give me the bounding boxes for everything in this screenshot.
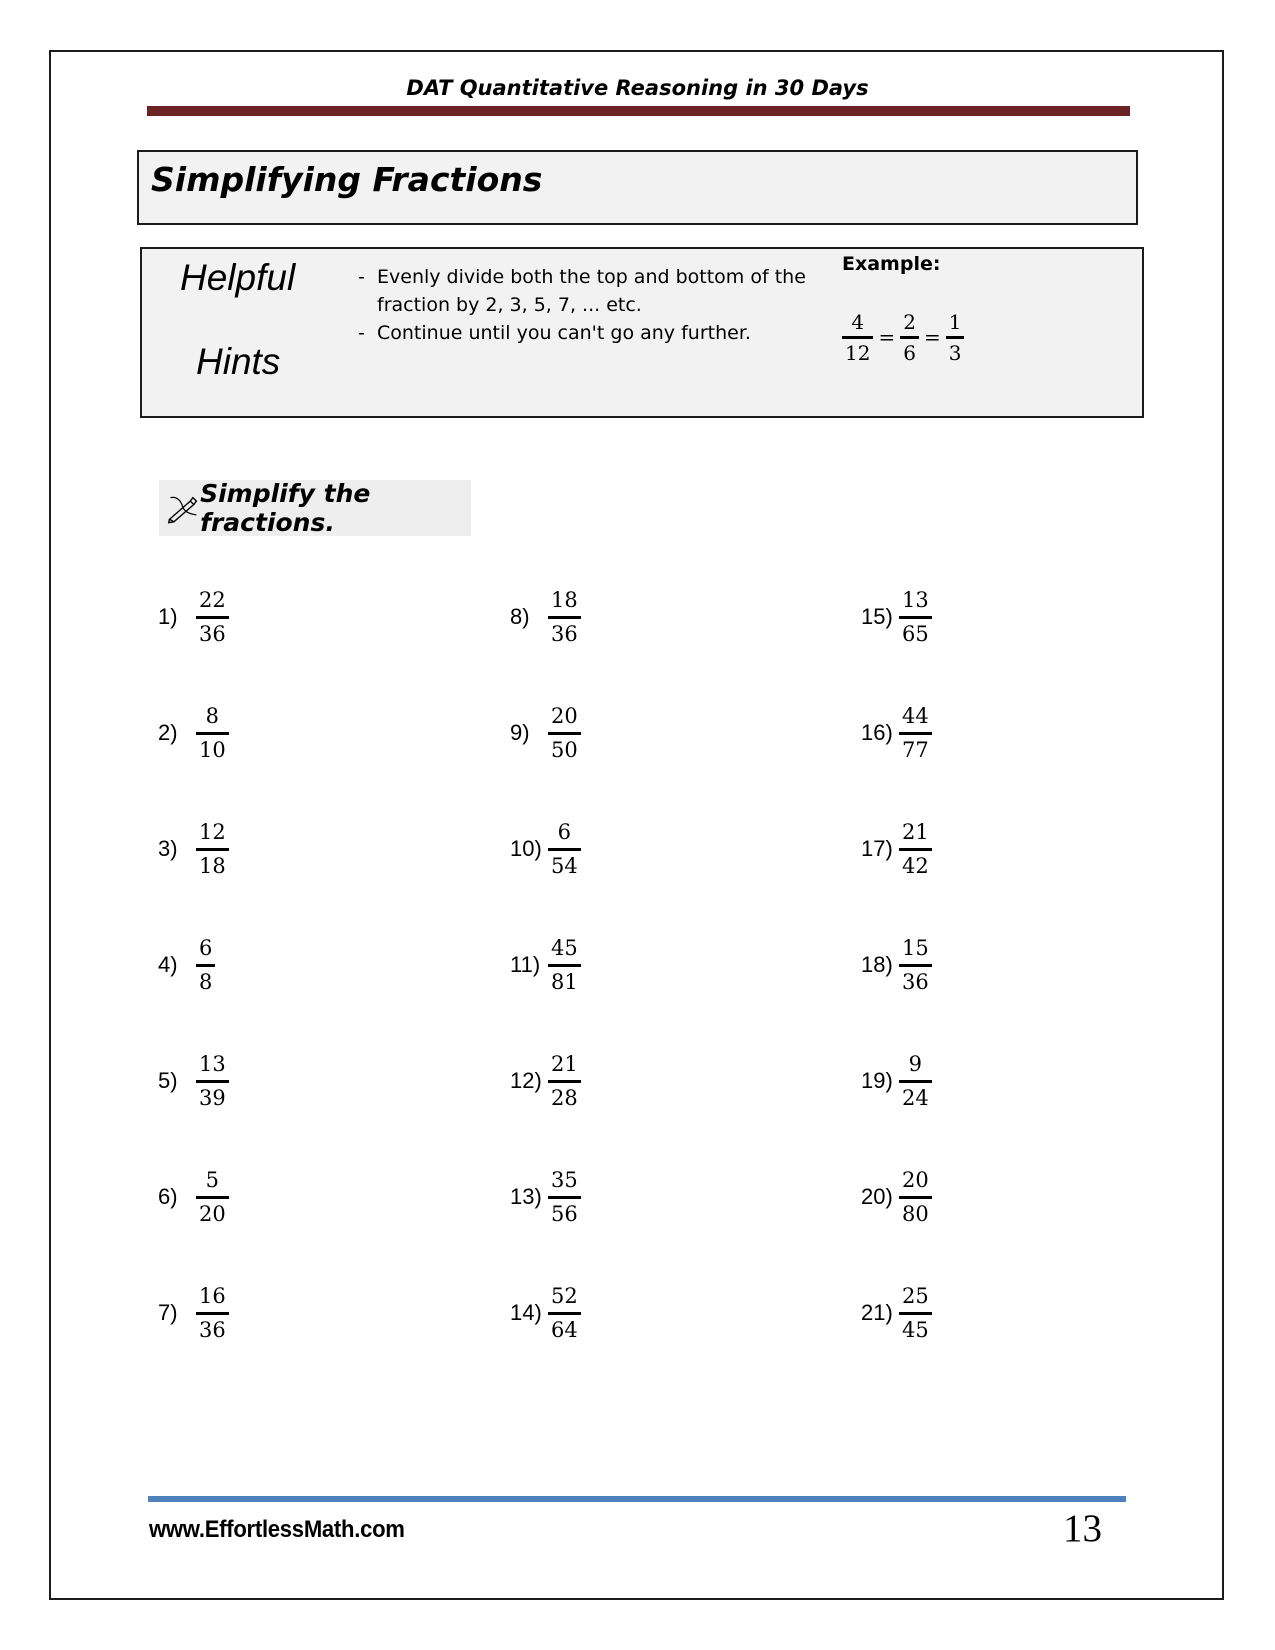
denominator: 39 [199, 1085, 226, 1110]
numerator: 22 [199, 587, 226, 612]
problem-fraction [548, 1049, 581, 1114]
example-fraction [900, 308, 919, 367]
problem-item [158, 814, 229, 884]
numerator: 52 [551, 1283, 578, 1308]
problem-number: 16) [861, 720, 893, 745]
problem-number: 1) [158, 604, 178, 629]
denominator: 77 [902, 737, 929, 762]
problem-fraction [196, 817, 229, 882]
example-fraction [842, 308, 873, 367]
instruction-banner [159, 480, 471, 536]
pencil-icon [167, 490, 198, 526]
numerator: 21 [551, 1051, 578, 1076]
hint-list [358, 263, 808, 347]
numerator: 35 [551, 1167, 578, 1192]
problem-item [861, 1278, 932, 1348]
problem-number: 2) [158, 720, 178, 745]
problem-item [158, 698, 229, 768]
problem-item [158, 1162, 229, 1232]
denominator: 12 [845, 340, 871, 365]
denominator: 36 [551, 621, 578, 646]
denominator: 24 [902, 1085, 929, 1110]
problem-item [510, 582, 581, 652]
problem-fraction [196, 933, 215, 998]
denominator: 18 [199, 853, 226, 878]
numerator: 20 [551, 703, 578, 728]
problem-fraction [899, 701, 932, 766]
problem-fraction [196, 701, 229, 766]
equals-sign: = [923, 325, 941, 349]
problem-number: 5) [158, 1068, 178, 1093]
numerator: 45 [551, 935, 578, 960]
problem-item [510, 930, 581, 1000]
problem-number: 8) [510, 604, 530, 629]
problem-fraction [899, 933, 932, 998]
page-number: 13 [1063, 1507, 1102, 1550]
problem-item [510, 1046, 581, 1116]
problem-fraction [548, 585, 581, 650]
problem-number: 7) [158, 1300, 178, 1325]
equals-sign: = [878, 325, 896, 349]
problem-fraction [899, 817, 932, 882]
problem-number: 20) [861, 1184, 893, 1209]
hint-item: - Continue until you can't go any further. [358, 319, 808, 347]
problem-fraction [196, 1165, 229, 1230]
denominator: 45 [902, 1317, 929, 1342]
numerator: 6 [557, 819, 572, 844]
denominator: 54 [551, 853, 578, 878]
numerator: 12 [199, 819, 226, 844]
problem-number: 6) [158, 1184, 178, 1209]
problem-fraction [899, 1165, 932, 1230]
problem-fraction [196, 1281, 229, 1346]
section-title-box [137, 150, 1138, 225]
denominator: 56 [551, 1201, 578, 1226]
problem-number: 14) [510, 1300, 542, 1325]
numerator: 1 [948, 309, 962, 334]
problem-number: 3) [158, 836, 178, 861]
section-title: Simplifying Fractions [151, 160, 543, 199]
denominator: 20 [199, 1201, 226, 1226]
example-equation [842, 307, 964, 367]
numerator: 13 [199, 1051, 226, 1076]
denominator: 6 [903, 340, 916, 365]
problem-item [510, 698, 581, 768]
denominator: 3 [948, 340, 962, 365]
problem-number: 12) [510, 1068, 542, 1093]
problem-fraction [899, 585, 932, 650]
numerator: 25 [902, 1283, 929, 1308]
problem-number: 15) [861, 604, 893, 629]
denominator: 28 [551, 1085, 578, 1110]
problem-item [861, 814, 932, 884]
numerator: 21 [902, 819, 929, 844]
problem-item [510, 1162, 581, 1232]
problem-number: 18) [861, 952, 893, 977]
problem-number: 13) [510, 1184, 542, 1209]
problem-item [861, 1162, 932, 1232]
numerator: 4 [851, 309, 865, 334]
problem-fraction [548, 1281, 581, 1346]
numerator: 20 [902, 1167, 929, 1192]
numerator: 15 [902, 935, 929, 960]
example-label: Example: [842, 253, 941, 275]
problem-item [510, 814, 581, 884]
denominator: 65 [902, 621, 929, 646]
footer-rule [148, 1496, 1126, 1502]
numerator: 6 [199, 935, 213, 960]
numerator: 44 [902, 703, 929, 728]
problem-fraction [548, 817, 581, 882]
hint-item: - Evenly divide both the top and bottom of the fraction by 2, 3, 5, 7, ... etc. [358, 263, 808, 319]
numerator: 8 [205, 703, 220, 728]
problem-item [861, 582, 932, 652]
problem-number: 19) [861, 1068, 893, 1093]
numerator: 5 [205, 1167, 220, 1192]
problem-fraction [548, 701, 581, 766]
example-fraction [946, 308, 965, 367]
denominator: 8 [199, 969, 213, 994]
helpful-hints-box [140, 247, 1144, 418]
problem-number: 17) [861, 836, 893, 861]
problem-item [158, 582, 229, 652]
problem-number: 21) [861, 1300, 893, 1325]
problem-fraction [196, 1049, 229, 1114]
problem-item [510, 1278, 581, 1348]
problem-item [861, 698, 932, 768]
problem-fraction [196, 585, 229, 650]
denominator: 81 [551, 969, 578, 994]
denominator: 42 [902, 853, 929, 878]
problem-number: 10) [510, 836, 542, 861]
problem-fraction [548, 933, 581, 998]
denominator: 50 [551, 737, 578, 762]
problem-number: 9) [510, 720, 530, 745]
numerator: 9 [908, 1051, 923, 1076]
problem-fraction [548, 1165, 581, 1230]
numerator: 16 [199, 1283, 226, 1308]
problem-item [861, 1046, 932, 1116]
hints-label-hints: Hints [196, 341, 281, 382]
denominator: 80 [902, 1201, 929, 1226]
denominator: 36 [902, 969, 929, 994]
denominator: 36 [199, 1317, 226, 1342]
numerator: 13 [902, 587, 929, 612]
problem-number: 11) [510, 952, 541, 977]
problem-item [861, 930, 932, 1000]
denominator: 64 [551, 1317, 578, 1342]
problem-fraction [899, 1049, 932, 1114]
problem-item [158, 1046, 229, 1116]
numerator: 2 [903, 309, 916, 334]
header-rule [147, 106, 1130, 116]
instruction-text: Simplify the fractions. [200, 479, 371, 537]
problem-item [158, 930, 215, 1000]
footer-url: www.EffortlessMath.com [149, 1516, 405, 1543]
numerator: 18 [551, 587, 578, 612]
denominator: 36 [199, 621, 226, 646]
book-title: DAT Quantitative Reasoning in 30 Days [406, 76, 869, 100]
denominator: 10 [199, 737, 226, 762]
problem-item [158, 1278, 229, 1348]
problem-fraction [899, 1281, 932, 1346]
hints-label-helpful: Helpful [180, 257, 296, 298]
problem-number: 4) [158, 952, 178, 977]
